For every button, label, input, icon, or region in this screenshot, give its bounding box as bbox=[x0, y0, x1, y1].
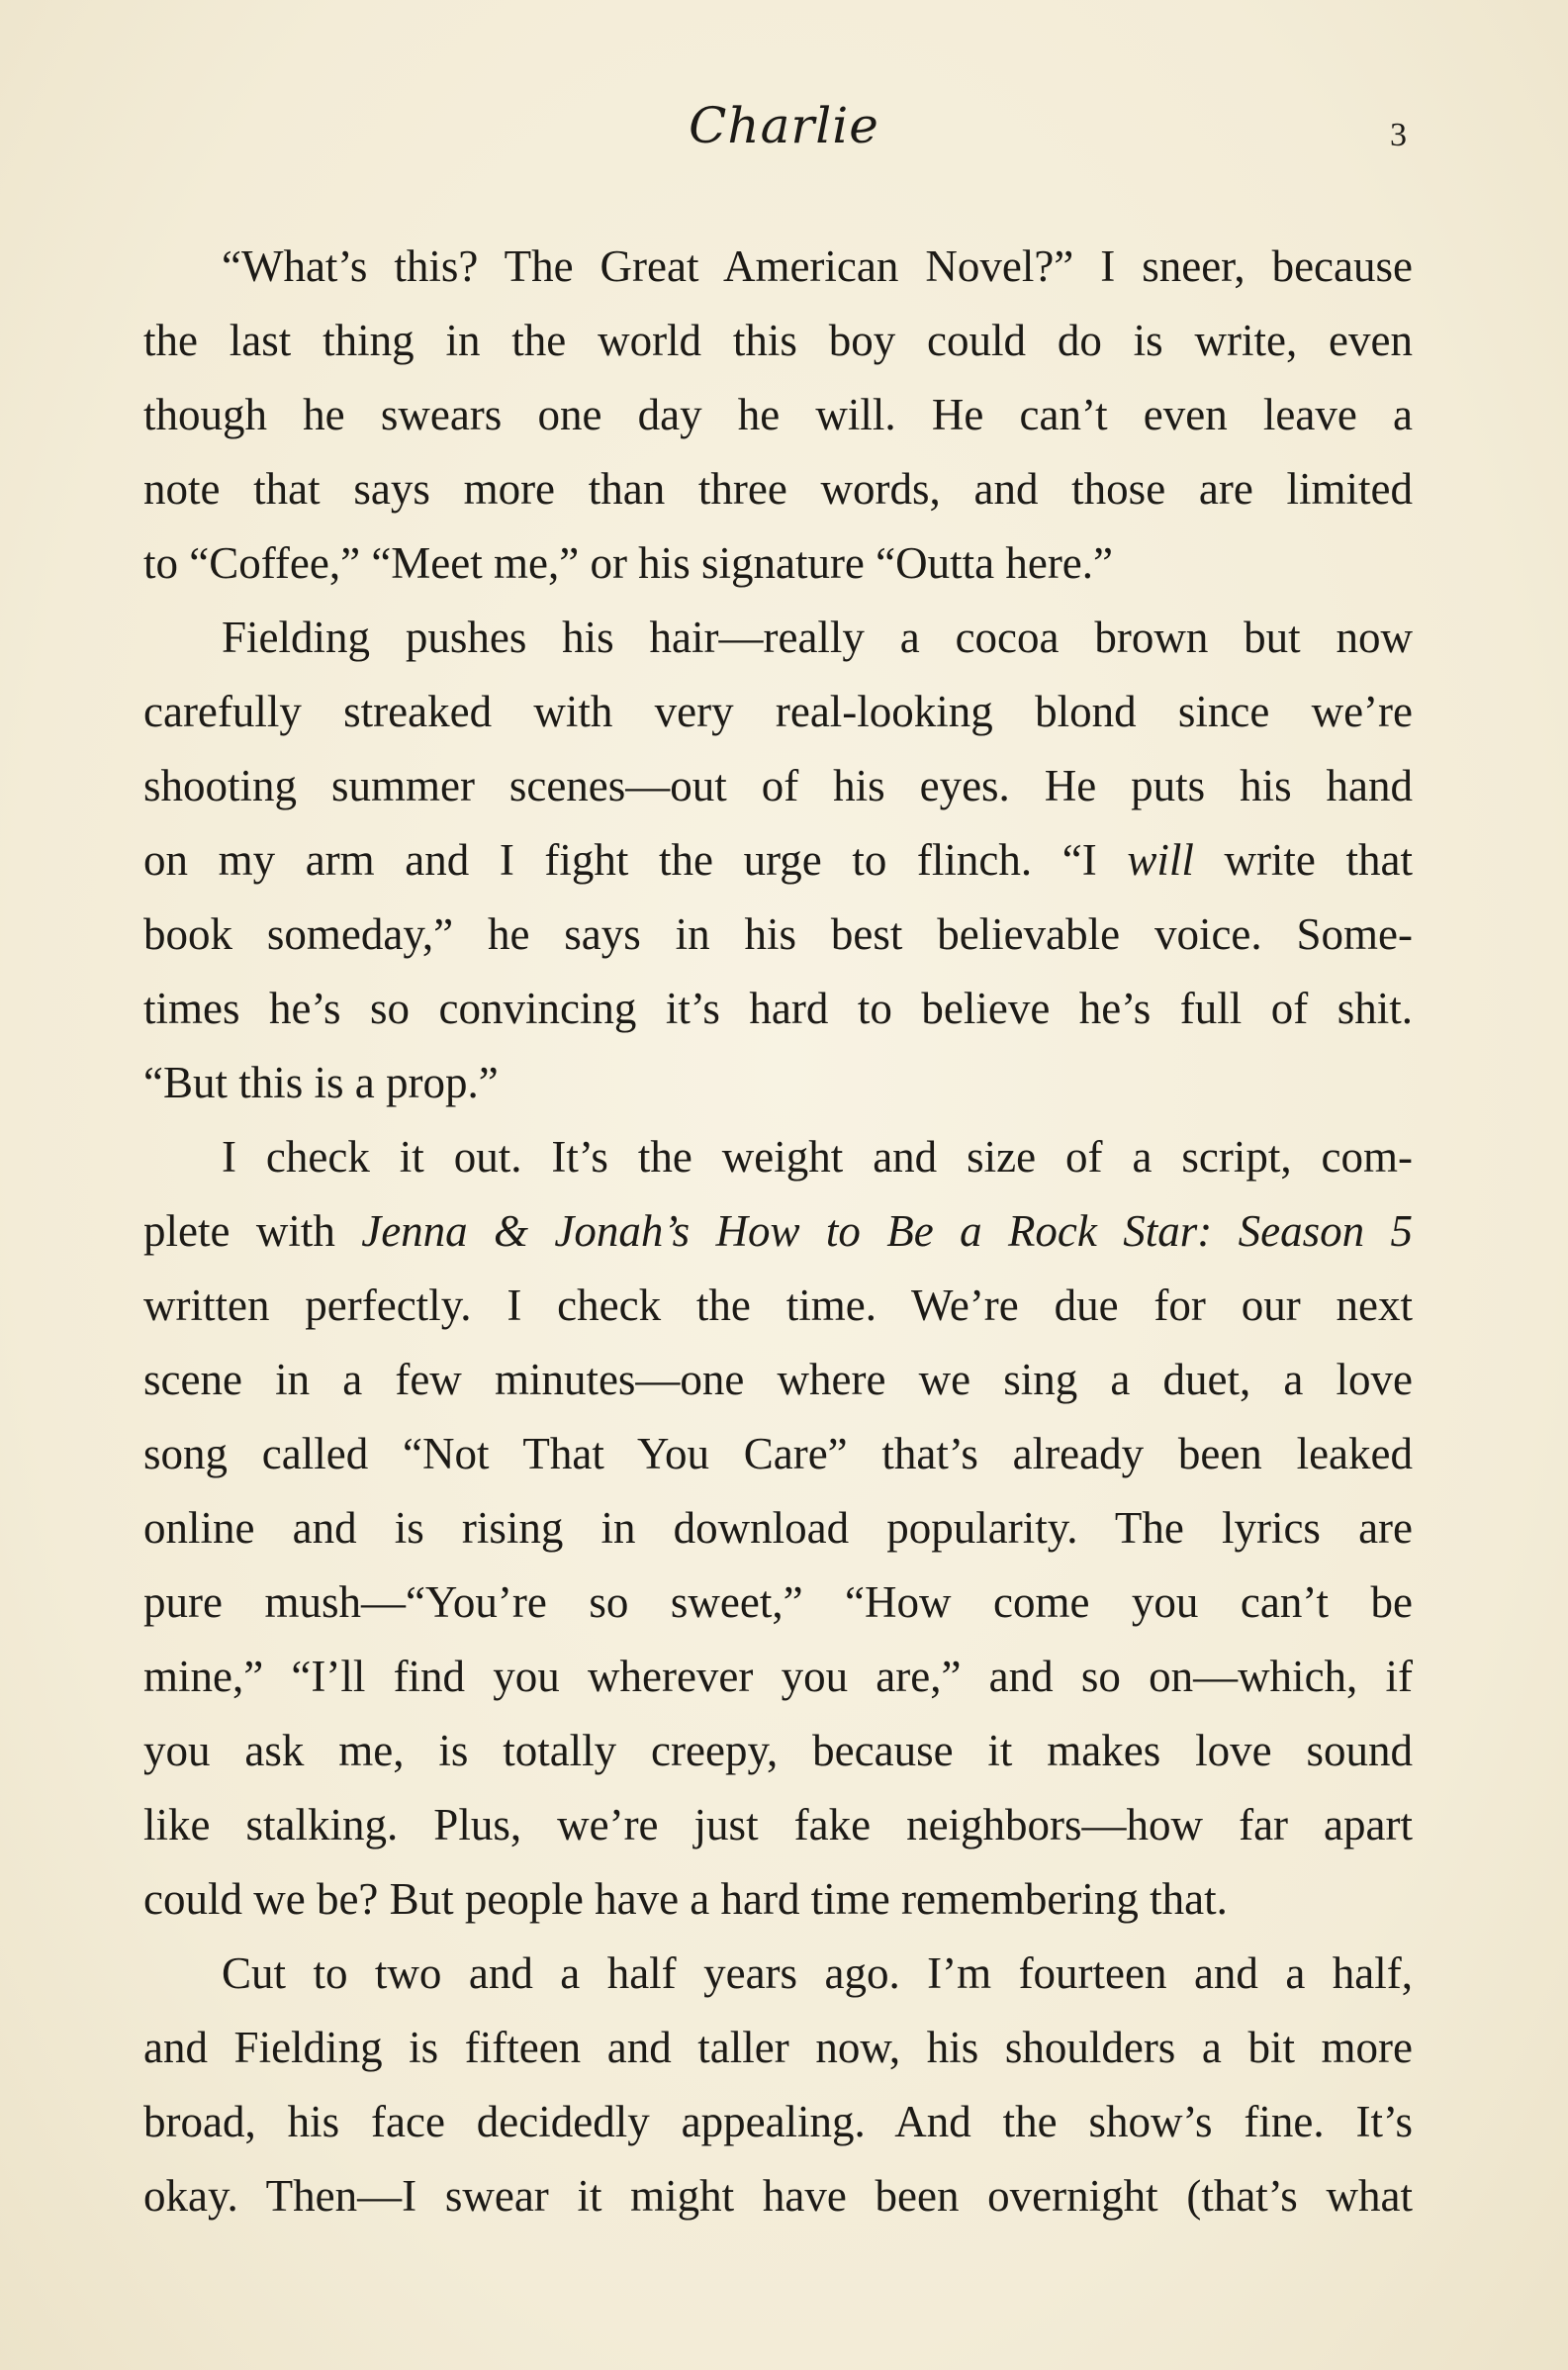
text-line: song called “Not That You Care” that’s already been leaked bbox=[143, 1429, 1413, 1478]
text-line: to “Coffee,” “Meet me,” or his signature “Outta here.” bbox=[143, 538, 1114, 588]
text-line: online and is rising in download popularity. The lyrics are bbox=[143, 1503, 1413, 1553]
text-line: like stalking. Plus, we’re just fake neighbors—how far apart bbox=[143, 1800, 1413, 1849]
running-head bbox=[0, 97, 1568, 176]
text-line: book someday,” he says in his best believable voice. Some- bbox=[143, 909, 1413, 959]
text-line: written perfectly. I check the time. We’re due for our next bbox=[143, 1280, 1413, 1330]
text-line: okay. Then—I swear it might have been overnight (that’s what bbox=[143, 2171, 1413, 2221]
text-line: and Fielding is fifteen and taller now, his shoulders a bit more bbox=[143, 2023, 1413, 2072]
text-line: shooting summer scenes—out of his eyes. He puts his hand bbox=[143, 761, 1413, 810]
text-line: Cut to two and a half years ago. I’m fourteen and a half, bbox=[222, 1948, 1413, 1998]
line-segment: plete with bbox=[143, 1206, 362, 1256]
italic-text: Jenna & Jonah’s How to Be a Rock Star: Season 5 bbox=[361, 1206, 1413, 1256]
text-line bbox=[143, 1194, 1413, 1269]
body-text bbox=[143, 230, 1413, 2233]
text-line: you ask me, is totally creepy, because it makes love sound bbox=[143, 1726, 1413, 1775]
text-line: “But this is a prop.” bbox=[143, 1058, 499, 1107]
text-line: I check it out. It’s the weight and size of a script, com- bbox=[222, 1132, 1413, 1182]
text-line: could we be? But people have a hard time remembering that. bbox=[143, 1874, 1228, 1924]
line-segment: write that bbox=[1193, 835, 1413, 885]
page-number: 3 bbox=[1390, 117, 1407, 153]
text-line: mine,” “I’ll find you wherever you are,” and so on—which, if bbox=[143, 1652, 1413, 1701]
text-line: broad, his face decidedly appealing. And the show’s fine. It’s bbox=[143, 2097, 1413, 2146]
text-line: note that says more than three words, and those are limited bbox=[143, 464, 1413, 514]
text-line: scene in a few minutes—one where we sing a duet, a love bbox=[143, 1355, 1413, 1404]
text-line: times he’s so convincing it’s hard to believe he’s full of shit. bbox=[143, 984, 1413, 1033]
text-line bbox=[143, 823, 1413, 898]
line-segment: on my arm and I fight the urge to flinch. “I bbox=[143, 835, 1128, 885]
text-line: though he swears one day he will. He can’t even leave a bbox=[143, 390, 1413, 439]
text-line: the last thing in the world this boy could do is write, even bbox=[143, 316, 1413, 365]
italic-text: will bbox=[1127, 835, 1194, 885]
text-line: pure mush—“You’re so sweet,” “How come you can’t be bbox=[143, 1577, 1413, 1627]
chapter-title: Charlie bbox=[689, 97, 879, 154]
text-line: “What’s this? The Great American Novel?” I sneer, because bbox=[222, 241, 1413, 291]
text-line: Fielding pushes his hair—really a cocoa brown but now bbox=[222, 613, 1413, 662]
text-line: carefully streaked with very real-looking blond since we’re bbox=[143, 687, 1413, 736]
